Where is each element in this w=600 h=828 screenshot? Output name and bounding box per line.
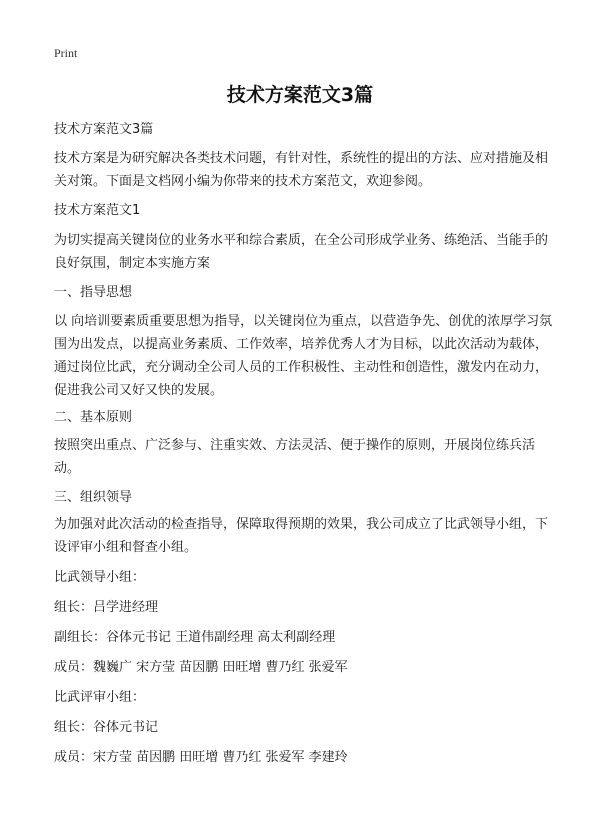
paragraph-intro: 技术方案是为研究解决各类技术问题，有针对性，系统性的提出的方法、应对措施及相关对策。下面是文档网小编为你带来的技术方案范文，欢迎参阅。 <box>54 151 549 189</box>
paragraph-review-group: 比武评审小组： <box>54 690 146 705</box>
heading-basic-principles: 二、基本原则 <box>54 410 133 425</box>
document-title: 技术方案范文3篇 <box>226 84 374 106</box>
paragraph-subtitle: 技术方案范文3篇 <box>54 122 154 137</box>
paragraph-deputy-leader: 副组长：谷体元书记 王道伟副经理 高太利副经理 <box>54 630 336 645</box>
heading-organization: 三、组织领导 <box>54 490 133 505</box>
paragraph-members: 成员：魏巍广 宋方莹 苗因鹏 田旺增 曹乃红 张爱军 <box>54 660 348 675</box>
paragraph-review-leader: 组长：谷体元书记 <box>54 720 159 735</box>
print-label: Print <box>54 46 78 60</box>
paragraph-group-leader: 组长：吕学进经理 <box>54 600 159 615</box>
paragraph-guiding-ideology: 以 向培训要素质重要思想为指导，以关键岗位为重点，以营造争先、创优的浓厚学习氛围为出发点，以提高业务素质、工作效率，培养优秀人才为目标，以此次活动为载体，通过岗位比武，充分调动全公司人员的工作积极性、主动性和创造性，激发内在动力，促进我公司又好又快的发展。 <box>54 314 553 398</box>
paragraph-section-heading: 技术方案范文1 <box>54 203 141 218</box>
paragraph-organization: 为加强对此次活动的检查指导，保障取得预期的效果，我公司成立了比武领导小组，下设评审小组和督查小组。 <box>54 517 549 555</box>
paragraph-leading-group: 比武领导小组： <box>54 570 146 585</box>
paragraph-basic-principles: 按照突出重点、广泛参与、注重实效、方法灵活、便于操作的原则，开展岗位练兵活动。 <box>54 438 536 476</box>
paragraph-purpose: 为切实提高关键岗位的业务水平和综合素质，在全公司形成学业务、练绝活、当能手的良好氛围，制定本实施方案 <box>54 233 549 271</box>
paragraph-review-members: 成员：宋方莹 苗因鹏 田旺增 曹乃红 张爱军 李建玲 <box>54 750 348 765</box>
heading-guiding-ideology: 一、指导思想 <box>54 285 133 300</box>
